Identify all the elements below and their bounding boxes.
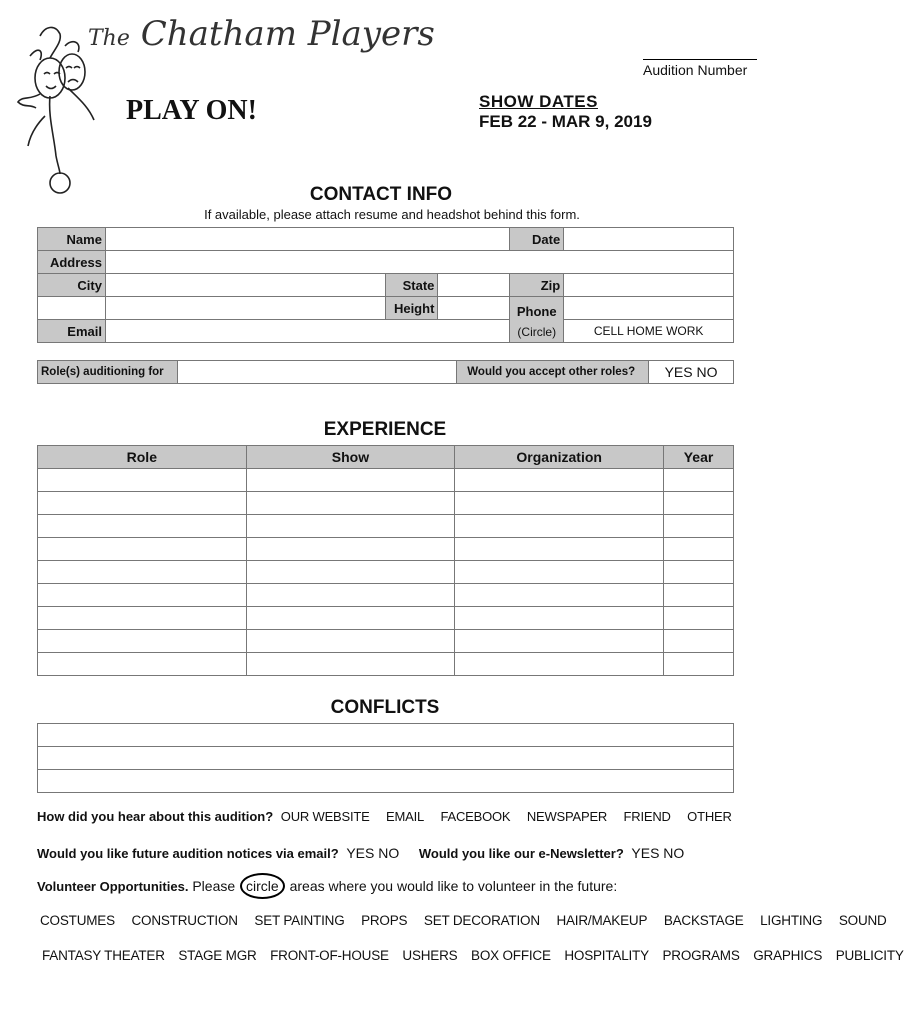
- volunteer-hospitality[interactable]: HOSPITALITY: [564, 948, 649, 963]
- hear-label: How did you hear about this audition?: [37, 809, 274, 824]
- conflicts-field[interactable]: [38, 747, 734, 770]
- address-field[interactable]: [105, 251, 733, 274]
- volunteer-line: [37, 873, 617, 899]
- experience-year-field[interactable]: [664, 630, 734, 653]
- volunteer-costumes[interactable]: COSTUMES: [40, 913, 115, 928]
- experience-organization-field[interactable]: [455, 515, 664, 538]
- state-field[interactable]: [438, 274, 510, 297]
- volunteer-ushers[interactable]: USHERS: [402, 948, 458, 963]
- experience-role-field[interactable]: [38, 469, 247, 492]
- other-roles-label: Would you accept other roles?: [457, 361, 649, 384]
- volunteer-props[interactable]: PROPS: [361, 913, 408, 928]
- other-roles-yes-no[interactable]: YES NO: [649, 361, 734, 384]
- conflicts-table: [37, 723, 734, 793]
- experience-year-field[interactable]: [664, 607, 734, 630]
- table-row: [38, 469, 734, 492]
- theater-masks-logo: [10, 16, 100, 196]
- experience-heading: EXPERIENCE: [323, 419, 447, 440]
- conflicts-field[interactable]: [38, 724, 734, 747]
- experience-organization-field[interactable]: [455, 561, 664, 584]
- col-organization: Organization: [455, 446, 664, 469]
- email-notices-question: [37, 845, 684, 861]
- volunteer-row-2: [42, 948, 904, 963]
- contact-info-heading: CONTACT INFO: [309, 184, 453, 205]
- experience-organization-field[interactable]: [455, 607, 664, 630]
- table-row: [38, 630, 734, 653]
- volunteer-lighting[interactable]: LIGHTING: [760, 913, 823, 928]
- blank-cell: [38, 297, 106, 320]
- table-row: [38, 538, 734, 561]
- experience-show-field[interactable]: [246, 630, 455, 653]
- phone-type-options[interactable]: CELL HOME WORK: [564, 320, 734, 343]
- contact-note: If available, please attach resume and headshot behind this form.: [204, 207, 580, 222]
- experience-role-field[interactable]: [38, 515, 247, 538]
- experience-organization-field[interactable]: [455, 538, 664, 561]
- volunteer-graphics[interactable]: GRAPHICS: [753, 948, 823, 963]
- volunteer-box-office[interactable]: BOX OFFICE: [471, 948, 551, 963]
- experience-show-field[interactable]: [246, 653, 455, 676]
- volunteer-row-1: [40, 913, 900, 928]
- height-field[interactable]: [438, 297, 510, 320]
- experience-organization-field[interactable]: [455, 630, 664, 653]
- experience-year-field[interactable]: [664, 653, 734, 676]
- hear-option-facebook[interactable]: FACEBOOK: [440, 809, 511, 824]
- conflicts-heading: CONFLICTS: [330, 697, 440, 718]
- col-year: Year: [664, 446, 734, 469]
- hear-option-website[interactable]: OUR WEBSITE: [280, 809, 370, 824]
- volunteer-construction[interactable]: CONSTRUCTION: [131, 913, 238, 928]
- hear-option-friend[interactable]: FRIEND: [623, 809, 671, 824]
- experience-show-field[interactable]: [246, 584, 455, 607]
- show-dates-value: FEB 22 - MAR 9, 2019: [479, 112, 652, 131]
- experience-show-field[interactable]: [246, 492, 455, 515]
- volunteer-label: Volunteer Opportunities.: [37, 879, 189, 894]
- date-field[interactable]: [564, 228, 734, 251]
- audition-number-line: [643, 59, 757, 60]
- city-field[interactable]: [105, 274, 385, 297]
- volunteer-hair-makeup[interactable]: HAIR/MAKEUP: [556, 913, 648, 928]
- phone-circle-note: (Circle): [517, 325, 557, 339]
- experience-show-field[interactable]: [246, 538, 455, 561]
- roles-table: [37, 360, 734, 384]
- experience-role-field[interactable]: [38, 584, 247, 607]
- volunteer-backstage[interactable]: BACKSTAGE: [663, 913, 744, 928]
- table-row: [38, 607, 734, 630]
- experience-role-field[interactable]: [38, 538, 247, 561]
- hear-option-other[interactable]: OTHER: [687, 809, 732, 824]
- experience-show-field[interactable]: [246, 515, 455, 538]
- experience-role-field[interactable]: [38, 607, 247, 630]
- col-role: Role: [38, 446, 247, 469]
- experience-organization-field[interactable]: [455, 492, 664, 515]
- experience-table: [37, 445, 734, 676]
- col-show: Show: [246, 446, 455, 469]
- volunteer-instructions: areas where you would like to volunteer in the future:: [289, 878, 618, 894]
- state-label: State: [386, 274, 438, 297]
- phone-label: Phone: [516, 304, 557, 319]
- volunteer-front-of-house[interactable]: FRONT-OF-HOUSE: [270, 948, 389, 963]
- experience-show-field[interactable]: [246, 561, 455, 584]
- newsletter-label: Would you like our e-Newsletter?: [418, 846, 624, 861]
- audition-number-label: Audition Number: [643, 62, 748, 78]
- experience-year-field[interactable]: [664, 561, 734, 584]
- blank-cell: [105, 297, 385, 320]
- volunteer-programs[interactable]: PROGRAMS: [662, 948, 740, 963]
- address-label: Address: [38, 251, 106, 274]
- phone-label-cell: [510, 297, 564, 343]
- table-row: [38, 561, 734, 584]
- conflicts-field[interactable]: [38, 770, 734, 793]
- experience-organization-field[interactable]: [455, 653, 664, 676]
- table-row: [38, 584, 734, 607]
- experience-organization-field[interactable]: [455, 469, 664, 492]
- volunteer-please: Please: [192, 878, 236, 894]
- name-label: Name: [38, 228, 106, 251]
- roles-field[interactable]: [177, 361, 456, 384]
- volunteer-stage-mgr[interactable]: STAGE MGR: [178, 948, 257, 963]
- logo-title: The Chatham Players: [88, 14, 435, 54]
- phone-field[interactable]: [564, 297, 734, 320]
- experience-year-field[interactable]: [664, 515, 734, 538]
- table-row: [38, 653, 734, 676]
- show-dates-heading: SHOW DATES: [479, 92, 598, 111]
- experience-year-field[interactable]: [664, 584, 734, 607]
- zip-field[interactable]: [564, 274, 734, 297]
- table-row: [38, 492, 734, 515]
- experience-show-field[interactable]: [246, 469, 455, 492]
- play-title: PLAY ON!: [126, 95, 257, 126]
- date-label: Date: [510, 228, 564, 251]
- newsletter-yes-no[interactable]: YES NO: [631, 845, 685, 861]
- experience-role-field[interactable]: [38, 492, 247, 515]
- hear-option-newspaper[interactable]: NEWSPAPER: [526, 809, 608, 824]
- hear-question: [37, 809, 745, 824]
- volunteer-set-decoration[interactable]: SET DECORATION: [423, 913, 540, 928]
- volunteer-publicity[interactable]: PUBLICITY: [835, 948, 904, 963]
- experience-role-field[interactable]: [38, 653, 247, 676]
- volunteer-sound[interactable]: SOUND: [838, 913, 887, 928]
- zip-label: Zip: [510, 274, 564, 297]
- experience-year-field[interactable]: [664, 492, 734, 515]
- experience-year-field[interactable]: [664, 469, 734, 492]
- roles-label: Role(s) auditioning for: [38, 361, 178, 384]
- circle-word: circle: [240, 873, 285, 899]
- height-label: Height: [386, 297, 438, 320]
- experience-role-field[interactable]: [38, 561, 247, 584]
- notices-label: Would you like future audition notices via email?: [37, 846, 339, 861]
- experience-role-field[interactable]: [38, 630, 247, 653]
- hear-option-email[interactable]: EMAIL: [386, 809, 425, 824]
- name-field[interactable]: [105, 228, 509, 251]
- experience-year-field[interactable]: [664, 538, 734, 561]
- email-label: Email: [38, 320, 106, 343]
- volunteer-fantasy-theater[interactable]: FANTASY THEATER: [42, 948, 165, 963]
- email-field[interactable]: [105, 320, 509, 343]
- notices-yes-no[interactable]: YES NO: [346, 845, 400, 861]
- volunteer-set-painting[interactable]: SET PAINTING: [254, 913, 345, 928]
- table-row: [38, 515, 734, 538]
- contact-table: [37, 227, 734, 343]
- city-label: City: [38, 274, 106, 297]
- experience-organization-field[interactable]: [455, 584, 664, 607]
- experience-show-field[interactable]: [246, 607, 455, 630]
